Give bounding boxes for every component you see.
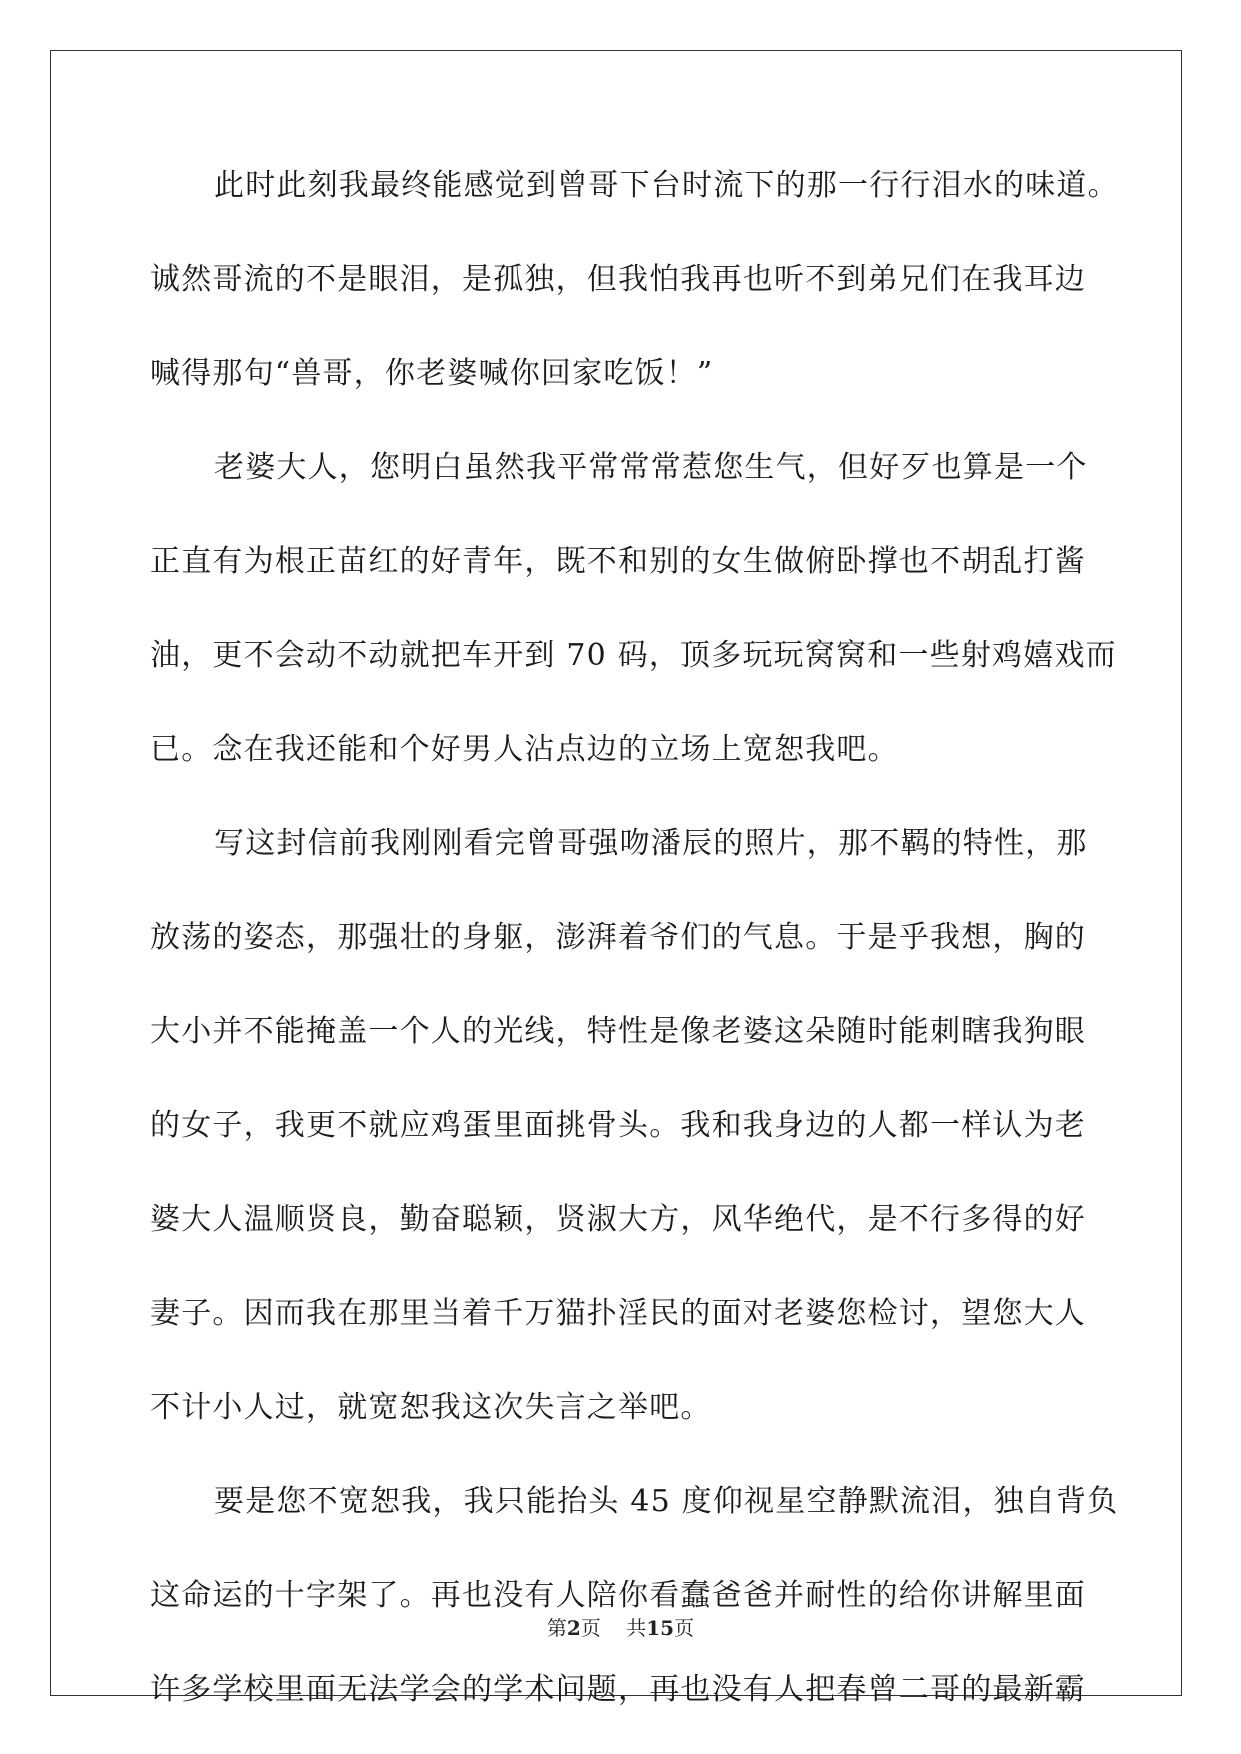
text-line: 放荡的姿态，那强壮的身躯，澎湃着爷们的气息。于是乎我想，胸的 <box>150 920 1086 955</box>
footer-total-suffix: 页 <box>674 1616 695 1640</box>
text-line: 要是您不宽恕我，我只能抬头 45 度仰视星空静默流泪，独自背负 <box>214 1484 1119 1519</box>
text-line: 老婆大人，您明白虽然我平常常常惹您生气，但好歹也算是一个 <box>214 450 1088 485</box>
text-line: 不计小人过，就宽恕我这次失言之举吧。 <box>150 1390 712 1425</box>
document-body <box>150 156 1119 1754</box>
text-line: 许多学校里面无法学会的学术问题，再也没有人把春曾二哥的最新霸 <box>150 1672 1086 1707</box>
text-line: 的女子，我更不就应鸡蛋里面挑骨头。我和我身边的人都一样认为老 <box>150 1108 1086 1143</box>
footer-prefix: 第 <box>546 1616 567 1640</box>
text-line: 已。念在我还能和个好男人沾点边的立场上宽恕我吧。 <box>150 732 899 767</box>
text-line: 喊得那句“兽哥，你老婆喊你回家吃饭！” <box>150 356 714 391</box>
footer-total-pages: 15 <box>646 1616 675 1640</box>
footer-page-number: 2 <box>566 1616 581 1640</box>
text-line: 此时此刻我最终能感觉到曾哥下台时流下的那一行行泪水的味道。 <box>214 168 1119 203</box>
footer-page-suffix: 页 <box>580 1616 601 1640</box>
text-line: 写这封信前我刚刚看完曾哥强吻潘辰的照片，那不羁的特性，那 <box>214 826 1088 861</box>
text-line: 妻子。因而我在那里当着千万猫扑淫民的面对老婆您检讨，望您大人 <box>150 1296 1086 1331</box>
footer-total-prefix: 共 <box>626 1616 647 1640</box>
text-line: 这命运的十字架了。再也没有人陪你看蠢爸爸并耐性的给你讲解里面 <box>150 1578 1086 1613</box>
text-line: 油，更不会动不动就把车开到 70 码，顶多玩玩窝窝和一些射鸡嬉戏而 <box>150 638 1117 673</box>
text-line: 婆大人温顺贤良，勤奋聪颖，贤淑大方，风华绝代，是不行多得的好 <box>150 1202 1086 1237</box>
page-footer <box>0 1612 1241 1641</box>
text-line: 大小并不能掩盖一个人的光线，特性是像老婆这朵随时能刺瞎我狗眼 <box>150 1014 1086 1049</box>
text-line: 正直有为根正苗红的好青年，既不和别的女生做俯卧撑也不胡乱打酱 <box>150 544 1086 579</box>
text-line: 诚然哥流的不是眼泪，是孤独，但我怕我再也听不到弟兄们在我耳边 <box>150 262 1086 297</box>
